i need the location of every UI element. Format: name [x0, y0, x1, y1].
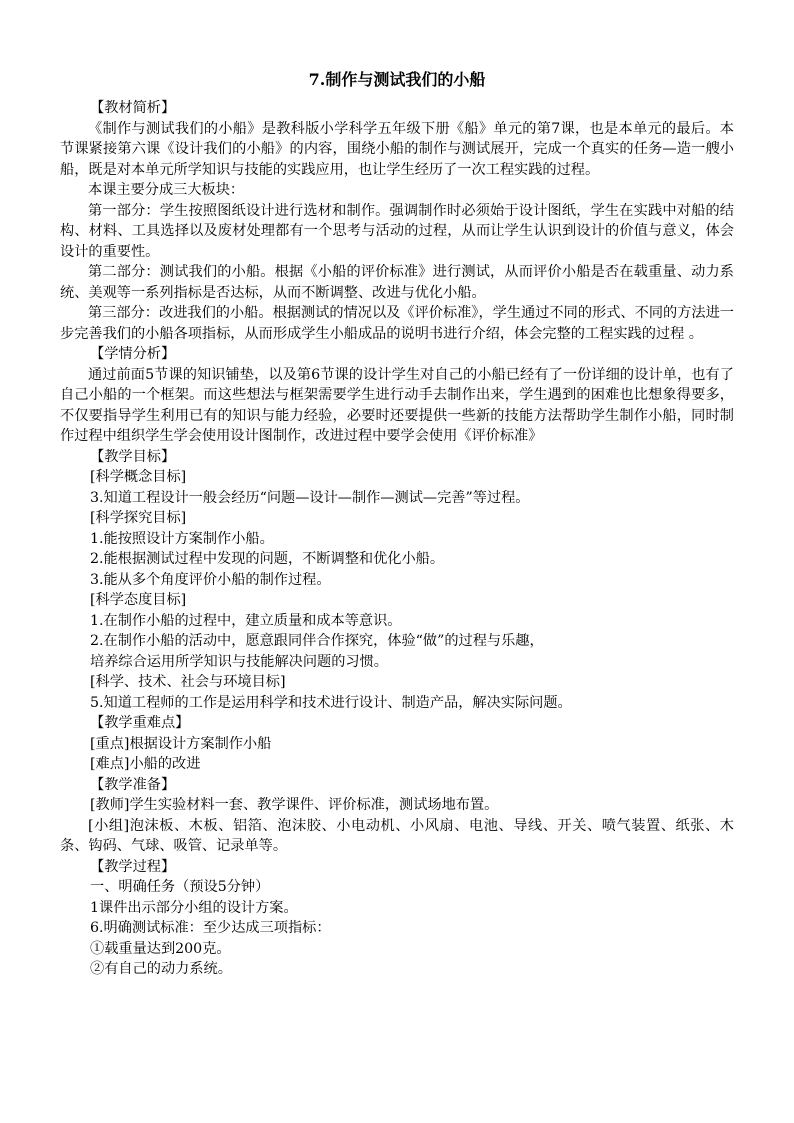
goal-line: [科学探究目标]: [90, 510, 187, 526]
page-title: 7.制作与测试我们的小船: [308, 70, 486, 89]
teacher-prep-line: [教师]学生实验材料一套、教学课件、评价标准，测试场地布置。: [90, 797, 499, 813]
section-heading-textbook: 【教材简析】: [90, 100, 176, 116]
goal-line: [科学、技术、社会与环境目标]: [90, 674, 286, 690]
process-line: 一、明确任务（预设5分钟）: [90, 879, 270, 895]
process-line: 1课件出示部分小组的设计方案。: [90, 899, 298, 916]
goal-line: 2.在制作小船的活动中，愿意跟同伴合作探究，体验“做”的过程与乐趣，: [90, 633, 544, 649]
goal-line: [科学态度目标]: [90, 592, 187, 608]
textbook-intro-paragraph: 《制作与测试我们的小船》是教科版小学科学五年级下册《船》单元的第7课，也是本单元的最后。本节课紧接第六课《设计我们的小船》的内容，围绕小船的制作与测试展开，完成一个真实的任务—造一艘小船，既是对本单元所学知识与技能的实践应用，也让学生经历了一次工程实践的过程。: [60, 120, 734, 178]
section-heading-key-points: 【教学重难点】: [90, 715, 190, 731]
key-point-line: [难点]小船的改进: [90, 756, 201, 772]
section-heading-goals: 【教学目标】: [90, 448, 176, 465]
goal-line: 3.知道工程设计一般会经历“问题—设计—制作—测试—完善”等过程。: [90, 489, 530, 506]
goal-line: 1.能按照设计方案制作小船。: [90, 530, 274, 547]
document-page: [60, 70, 734, 980]
goal-line: 培养综合运用所学知识与技能解决问题的习惯。: [90, 653, 388, 670]
key-point-line: [重点]根据设计方案制作小船: [90, 735, 272, 752]
section-heading-preparation: 【教学准备】: [90, 776, 176, 793]
section-heading-student-analysis: 【学情分析】: [90, 346, 176, 362]
goal-line: [科学概念目标]: [90, 469, 187, 485]
group-prep-paragraph: [小组]泡沫板、木板、铝箔、泡沫胶、小电动机、小风扇、电池、导线、开关、喷气装置、纸张、木条、钩码、气球、吸管、记录单等。: [60, 817, 734, 854]
goal-line: 5.知道工程师的工作是运用科学和技术进行设计、制造产品，解决实际问题。: [90, 694, 572, 711]
three-parts-paragraph: 本课主要分成三大板块：: [88, 182, 245, 198]
goal-line: 3.能从多个角度评价小船的制作过程。: [90, 571, 331, 588]
process-line: ①载重量达到200克。: [90, 940, 231, 957]
part-two-paragraph: 第二部分：测试我们的小船。根据《小船的评价标准》进行测试，从而评价小船是否在载重量、动力系统、美观等一系列指标是否达标，从而不断调整、改进与优化小船。: [60, 264, 734, 301]
part-three-paragraph: 第三部分：改进我们的小船。根据测试的情况以及《评价标准》，学生通过不同的形式、不同的方法进一步完善我们的小船各项指标，从而形成学生小船成品的说明书进行介绍，体会完整的工程实践的过程 。: [60, 305, 734, 342]
student-analysis-paragraph: 通过前面5节课的知识铺垫，以及第6节课的设计学生对自己的小船已经有了一份详细的设计单，也有了自己小船的一个框架。而这些想法与框架需要学生进行动手去制作出来，学生遇到的困难也比想象得要多，不仅要指导学生利用已有的知识与能力经验，必要时还要提供一些新的技能方法帮助学生制作小船，同时制作过程中组织学生学会使用设计图制作，改进过程中要学会使用《评价标准》: [60, 366, 734, 444]
part-one-paragraph: 第一部分：学生按照图纸设计进行选材和制作。强调制作时必须始于设计图纸，学生在实践中对船的结构、材料、工具选择以及废材处理都有一个思考与活动的过程，从而让学生认识到设计的价值与意义，体会设计的重要性。: [60, 202, 734, 260]
section-heading-process: 【教学过程】: [90, 858, 176, 875]
goal-line: 1.在制作小船的过程中，建立质量和成本等意识。: [90, 612, 402, 629]
goal-line: 2.能根据测试过程中发现的问题，不断调整和优化小船。: [90, 551, 445, 567]
process-line: ②有自己的动力系统。: [90, 961, 232, 977]
process-line: 6.明确测试标准：至少达成三项指标：: [90, 920, 331, 936]
